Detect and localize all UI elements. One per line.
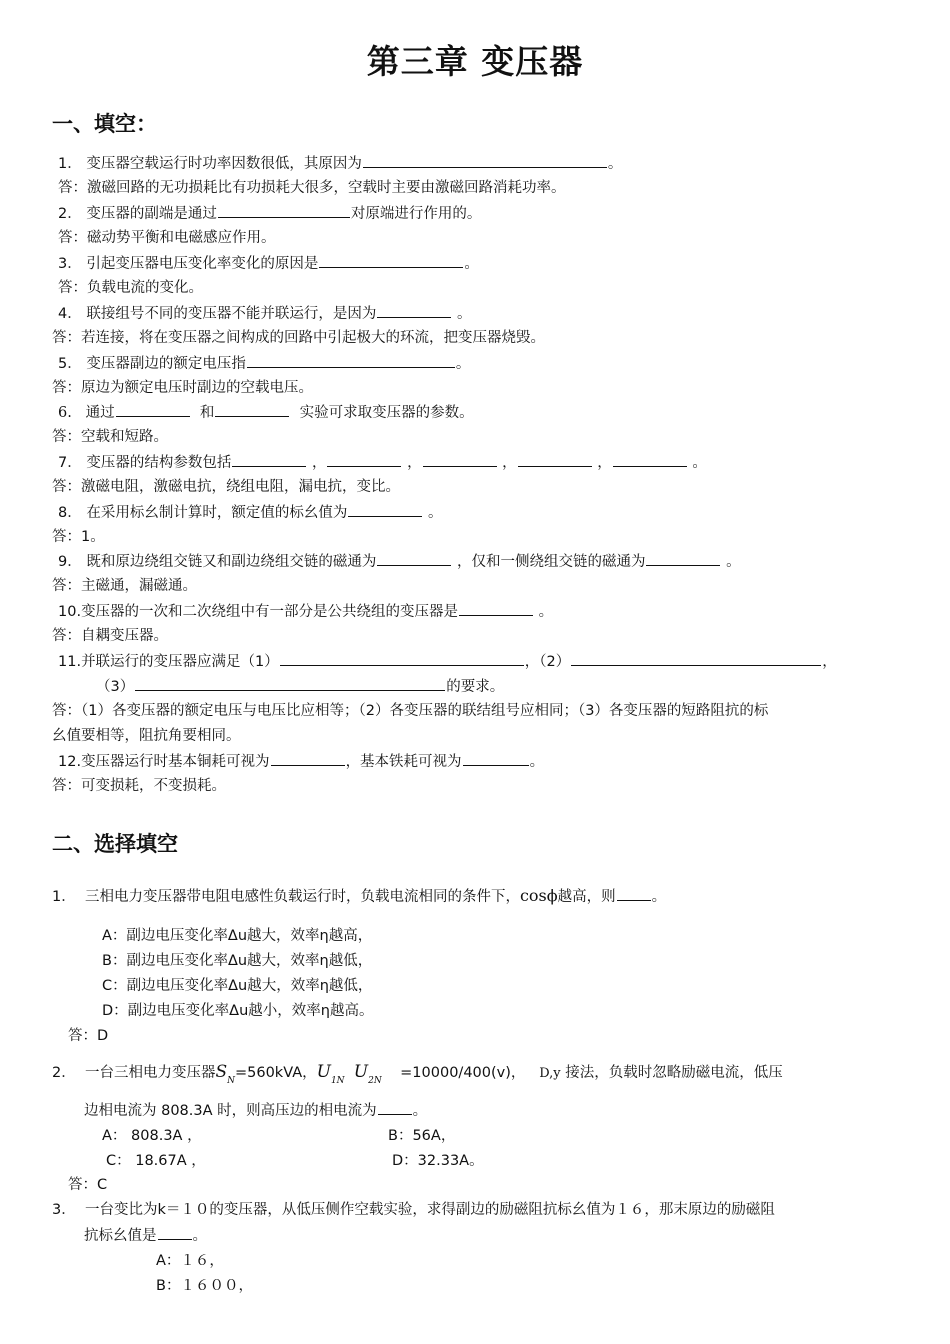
choice-2-option-c: C： 18.67A ， [106, 1153, 206, 1169]
answer-11-line1: 答：（1）各变压器的额定电压与电压比应相等；（2）各变压器的联结组号应相同；（3）各变压器的短路阻抗的标 [52, 703, 769, 719]
choice-question-3: 3． 一台变比为k＝１０的变压器，从低压侧作空载实验，求得副边的励磁阻抗标幺值为１６，那末原边的励磁阻 [52, 1202, 775, 1218]
choice-1-option-c: C：副边电压变化率Δu越大，效率η越低， [102, 978, 373, 994]
choice-1-option-a: A：副边电压变化率Δu越大，效率η越高， [102, 928, 373, 944]
choice-2-option-d: D：32.33A。 [392, 1153, 484, 1169]
question-9: 9． 既和原边绕组交链又和副边绕组交链的磁通为 ，仅和一侧绕组交链的磁通为 。 [58, 551, 741, 572]
answer-6: 答：空载和短路。 [52, 429, 168, 445]
answer-blank [135, 676, 445, 691]
choice-2-option-a: A： 808.3A ， [102, 1128, 202, 1144]
section-choice-heading: 二、选择填空 [52, 832, 178, 856]
answer-11-line2: 幺值要相等，阻抗角要相同。 [52, 728, 241, 744]
question-10: 10.变压器的一次和二次绕组中有一部分是公共绕组的变压器是 。 [58, 601, 553, 622]
answer-7: 答：激磁电阻，激磁电抗，绕组电阻，漏电抗，变比。 [52, 479, 400, 495]
choice-answer-2: 答：C [68, 1177, 108, 1193]
question-3: 3． 引起变压器电压变化率变化的原因是 。 [58, 253, 479, 274]
choice-question-2-cont: 边相电流为 808.3A 时，则高压边的相电流为 。 [84, 1100, 427, 1121]
answer-blank [247, 353, 455, 368]
answer-blank [646, 551, 720, 566]
choice-1-option-d: D：副边电压变化率Δu越小，效率η越高。 [102, 1003, 374, 1019]
cos-phi-symbol: cosϕ [519, 886, 558, 905]
answer-1: 答：激磁回路的无功损耗比有功损耗大很多，空载时主要由激磁回路消耗功率。 [58, 180, 566, 196]
choice-question-2: 2． 一台三相电力变压器$S_N=560kVA$，$U_{1N}$ $U_{2N}$ =10000/400(v)， D,y 接法，负载时忽略励磁电流，低压 [52, 1062, 783, 1086]
question-1: 1． 变压器空载运行时功率因数很低，其原因为 。 [58, 153, 622, 174]
answer-10: 答：自耦变压器。 [52, 628, 168, 644]
answer-blank [377, 303, 451, 318]
answer-blank [319, 253, 463, 268]
answer-blank [459, 601, 533, 616]
choice-question-3-cont: 抗标幺值是 。 [84, 1225, 207, 1246]
answer-blank [215, 402, 289, 417]
answer-blank [377, 551, 451, 566]
section-fill-heading: 一、填空： [52, 112, 157, 136]
question-11-cont: （3） 的要求。 [96, 676, 504, 697]
question-7: 7． 变压器的结构参数包括 ， ， ， ， 。 [58, 452, 707, 473]
answer-blank [571, 651, 821, 666]
answer-blank [218, 203, 350, 218]
answer-3: 答：负载电流的变化。 [58, 280, 203, 296]
choice-question-1: 1． 三相电力变压器带电阻电感性负载运行时，负载电流相同的条件下，cosϕ越高，则 。 [52, 886, 667, 905]
choice-2-option-b: B：56A， [388, 1128, 456, 1144]
chapter-title: 第三章 变压器 [366, 42, 584, 81]
answer-blank [613, 452, 687, 467]
answer-2: 答：磁动势平衡和电磁感应作用。 [58, 230, 276, 246]
answer-blank [518, 452, 592, 467]
answer-blank [348, 502, 422, 517]
choice-3-option-b: B：１６００， [156, 1278, 253, 1294]
question-8: 8． 在采用标幺制计算时，额定值的标幺值为 。 [58, 502, 442, 523]
answer-blank [463, 751, 529, 766]
answer-blank [280, 651, 524, 666]
answer-blank [158, 1225, 192, 1240]
answer-blank [232, 452, 306, 467]
answer-blank [271, 751, 345, 766]
choice-3-option-a: A：１６， [156, 1253, 224, 1269]
answer-blank [363, 153, 607, 168]
answer-blank [116, 402, 190, 417]
question-6: 6. 通过 和 实验可求取变压器的参数。 [58, 402, 474, 423]
question-12: 12.变压器运行时基本铜耗可视为 ，基本铁耗可视为 。 [58, 751, 544, 772]
choice-answer-1: 答：D [68, 1028, 109, 1044]
answer-9: 答：主磁通，漏磁通。 [52, 578, 197, 594]
answer-8: 答：1。 [52, 529, 105, 545]
answer-12: 答：可变损耗，不变损耗。 [52, 778, 226, 794]
question-5: 5． 变压器副边的额定电压指 。 [58, 353, 470, 374]
answer-blank [378, 1100, 412, 1115]
answer-blank [327, 452, 401, 467]
question-4: 4． 联接组号不同的变压器不能并联运行，是因为 。 [58, 303, 471, 324]
question-2: 2． 变压器的副端是通过 对原端进行作用的。 [58, 203, 481, 224]
choice-1-option-b: B：副边电压变化率Δu越大，效率η越低， [102, 953, 373, 969]
question-11: 11.并联运行的变压器应满足（1） ，（2） ， [58, 651, 837, 672]
answer-5: 答：原边为额定电压时副边的空载电压。 [52, 380, 313, 396]
answer-blank [423, 452, 497, 467]
answer-blank [617, 886, 651, 901]
answer-4: 答：若连接，将在变压器之间构成的回路中引起极大的环流，把变压器烧毁。 [52, 330, 545, 346]
